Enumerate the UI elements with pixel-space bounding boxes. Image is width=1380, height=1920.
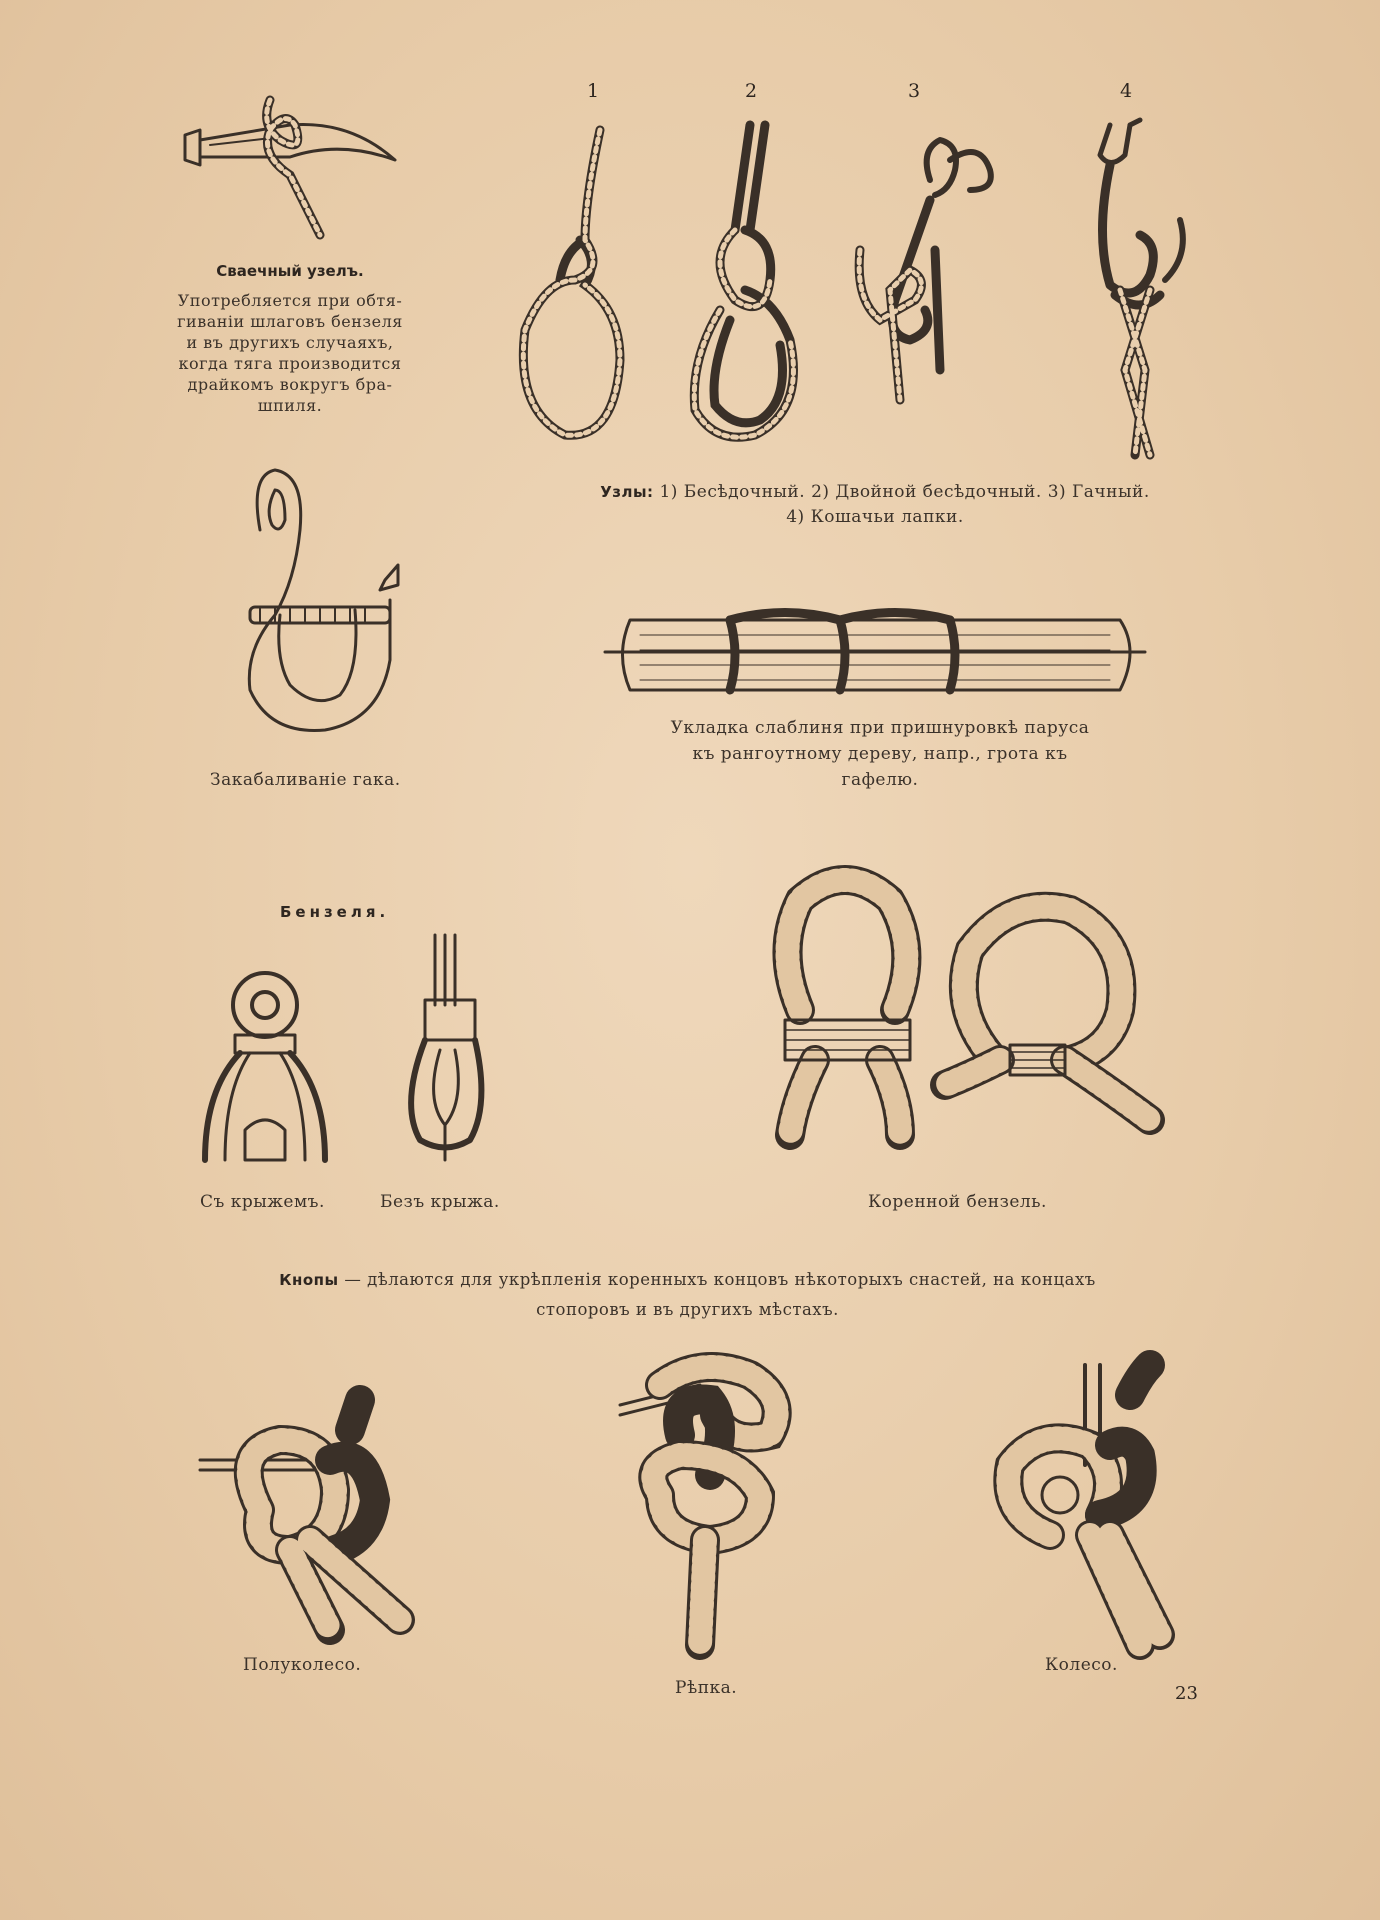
- knopy-label: Кнопы: [279, 1271, 339, 1289]
- knopy-line1: [200, 1265, 1175, 1295]
- knopy-line2: стопоровъ и въ другихъ мѣстахъ.: [536, 1300, 839, 1319]
- half-crown-caption: Полуколесо.: [243, 1655, 362, 1675]
- knopy-paragraph: [200, 1265, 1175, 1325]
- uzly-caption-line1: [555, 480, 1195, 505]
- seizing-with-cross-illustration: [200, 970, 330, 1165]
- uzly-caption-line2: 4) Кошачьи лапки.: [786, 507, 964, 527]
- ukladka-line: Укладка слаблиня при пришнуровкѣ паруса: [670, 718, 1090, 738]
- svaechny-line: гиванiи шлаговъ бензеля: [177, 312, 403, 331]
- wall-knot-illustration: [620, 1355, 820, 1655]
- figure-number-3: 3: [908, 80, 921, 102]
- uzly-caption: [555, 480, 1195, 530]
- hook-seizing-illustration: [230, 470, 410, 740]
- bowline-knot-illustration: [505, 120, 635, 450]
- svaechny-line: когда тяга производится: [178, 354, 402, 373]
- half-crown-knot-illustration: [200, 1400, 430, 1630]
- figure-number-2: 2: [745, 80, 758, 102]
- figure-number-1: 1: [587, 80, 600, 102]
- benzelya-title: Бензеля.: [280, 903, 390, 921]
- with-cross-caption: Съ крыжемъ.: [200, 1192, 325, 1212]
- svaechny-line: шпиля.: [257, 396, 323, 415]
- svaechny-description: [140, 290, 440, 416]
- wall-knot-caption: Рѣпка.: [675, 1678, 738, 1698]
- knopy-text: — дѣлаются для укрѣпленiя коренныхъ концовъ нѣкоторыхъ снастей, на концахъ: [344, 1270, 1096, 1289]
- hook-hitch-illustration: [840, 120, 1010, 410]
- zakabalivanie-caption: Закабаливанiе гака.: [210, 770, 401, 790]
- cats-paw-knot-illustration: [1080, 115, 1200, 465]
- seizing-without-cross-illustration: [400, 935, 495, 1160]
- root-seizing-ring-illustration: [930, 880, 1170, 1140]
- svaechny-title: Сваечный узелъ.: [216, 262, 364, 280]
- svaechny-line: Употребляется при обтя-: [177, 291, 403, 310]
- crown-knot-illustration: [990, 1365, 1190, 1655]
- lacing-spar-illustration: [600, 610, 1150, 700]
- double-bowline-knot-illustration: [675, 120, 815, 450]
- root-seizing-loop-illustration: [760, 860, 940, 1150]
- svaechny-line: и въ другихъ случаяхъ,: [186, 333, 394, 352]
- svaechny-line: драйкомъ вокругъ бра-: [187, 375, 393, 394]
- crown-caption: Колесо.: [1045, 1655, 1118, 1675]
- uzly-text: 1) Бесѣдочный. 2) Двойной бесѣдочный. 3) Гачный.: [659, 482, 1150, 502]
- without-cross-caption: Безъ крыжа.: [380, 1192, 500, 1212]
- page-number: 23: [1175, 1683, 1198, 1704]
- uzly-label: Узлы:: [600, 483, 654, 501]
- korennoy-caption: Коренной бензель.: [868, 1192, 1047, 1212]
- marlinspike-hitch-illustration: [170, 95, 410, 245]
- ukladka-line: гафелю.: [841, 770, 919, 790]
- ukladka-line: къ рангоутному дереву, напр., грота къ: [692, 744, 1068, 764]
- figure-number-4: 4: [1120, 80, 1133, 102]
- ukladka-caption: [560, 715, 1200, 793]
